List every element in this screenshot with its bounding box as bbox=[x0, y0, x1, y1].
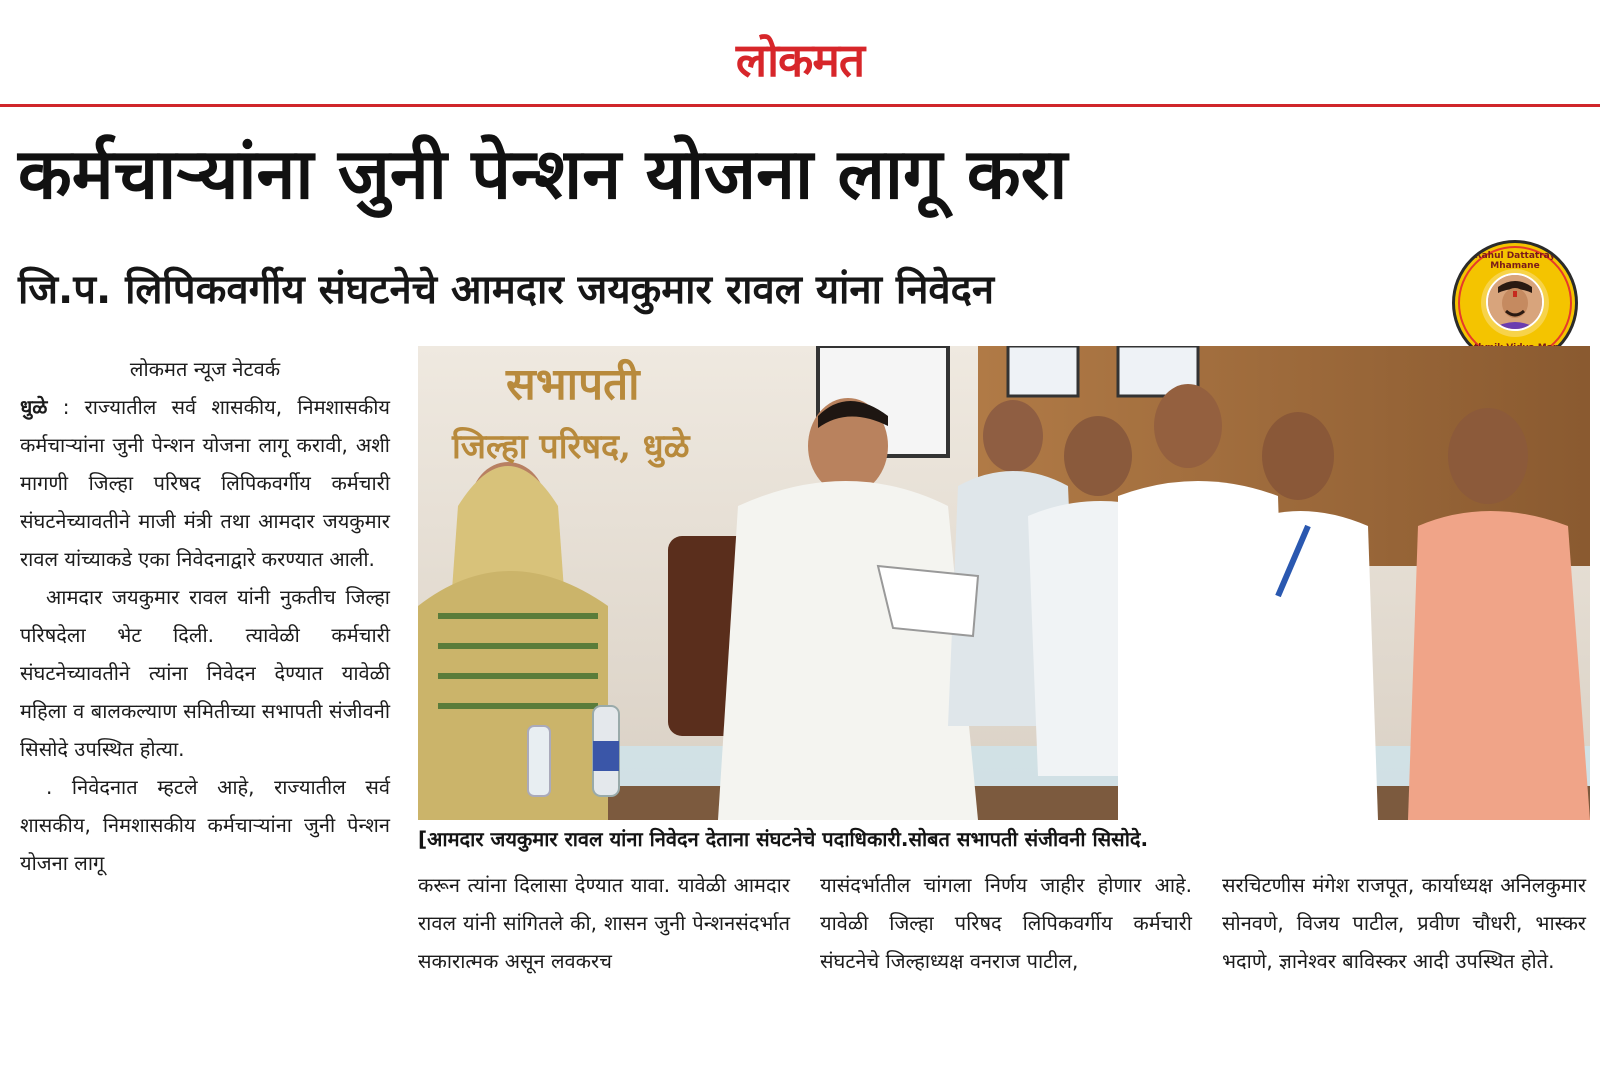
badge-portrait bbox=[1486, 273, 1544, 331]
dateline: धुळे bbox=[20, 395, 48, 419]
article-column-1 bbox=[20, 350, 390, 882]
photo-sign-subtitle: जिल्हा परिषद, धुळे bbox=[452, 427, 690, 467]
photo-caption: [आमदार जयकुमार रावल यांना निवेदन देताना संघटनेचे पदाधिकारी.सोबत सभापती संजीवनी सिसोदे. bbox=[418, 827, 1149, 851]
photo-illustration bbox=[418, 346, 1590, 820]
subheadline: जि.प. लिपिकवर्गीय संघटनेचे आमदार जयकुमार रावल यांना निवेदन bbox=[18, 267, 995, 313]
photo-sign-title: सभापती bbox=[506, 359, 640, 410]
masthead-logo: लोकमत bbox=[735, 33, 865, 87]
headline: कर्मचाऱ्यांना जुनी पेन्शन योजना लागू करा bbox=[18, 133, 1068, 215]
article-paragraph-1 bbox=[20, 388, 390, 578]
news-photo bbox=[418, 346, 1590, 820]
article-paragraph-3: . निवेदनात म्हटले आहे, राज्यातील सर्व शासकीय, निमशासकीय कर्मचाऱ्यांना जुनी पेन्शन योजना लागू bbox=[20, 775, 390, 875]
article-column-4: सरचिटणीस मंगेश राजपूत, कार्याध्यक्ष अनिलकुमार सोनवणे, विजय पाटील, प्रवीण चौधरी, भास्कर भदाणे, ज्ञानेश्वर बाविस्कर आदी उपस्थित होते. bbox=[1222, 873, 1586, 973]
byline: लोकमत न्यूज नेटवर्क bbox=[129, 357, 281, 381]
masthead-rule bbox=[0, 104, 1600, 107]
paragraph-1-text: : राज्यातील सर्व शासकीय, निमशासकीय कर्मचाऱ्यांना जुनी पेन्शन योजना लागू करावी, अशी मागणी जिल्हा परिषद लिपिकवर्गीय कर्मचारी संघटनेच्यावतीने माजी मंत्री तथा आमदार जयकुमार रावल यांच्याकडे एका निवेदनाद्वारे करण्यात आली. bbox=[20, 395, 390, 571]
article-column-2: करून त्यांना दिलासा देण्यात यावा. यावेळी आमदार रावल यांनी सांगितले की, शासन जुनी पेन्शनसंदर्भात सकारात्मक असून लवकरच bbox=[418, 873, 790, 973]
article-paragraph-2: आमदार जयकुमार रावल यांनी नुकतीच जिल्हा परिषदेला भेट दिली. त्यावेळी कर्मचारी संघटनेच्यावतीने त्यांना निवेदन देण्यात यावेळी महिला व बालकल्याण समितीच्या सभापती संजीवनी सिसोदे उपस्थित होत्या. bbox=[20, 585, 390, 761]
badge-top-text: Rahul Dattatray Mhamane bbox=[1474, 251, 1556, 271]
article-column-3: यासंदर्भातील चांगला निर्णय जाहीर होणार आहे. यावेळी जिल्हा परिषद लिपिकवर्गीय कर्मचारी संघटनेचे जिल्हाध्यक्ष वनराज पाटील, bbox=[820, 873, 1192, 973]
